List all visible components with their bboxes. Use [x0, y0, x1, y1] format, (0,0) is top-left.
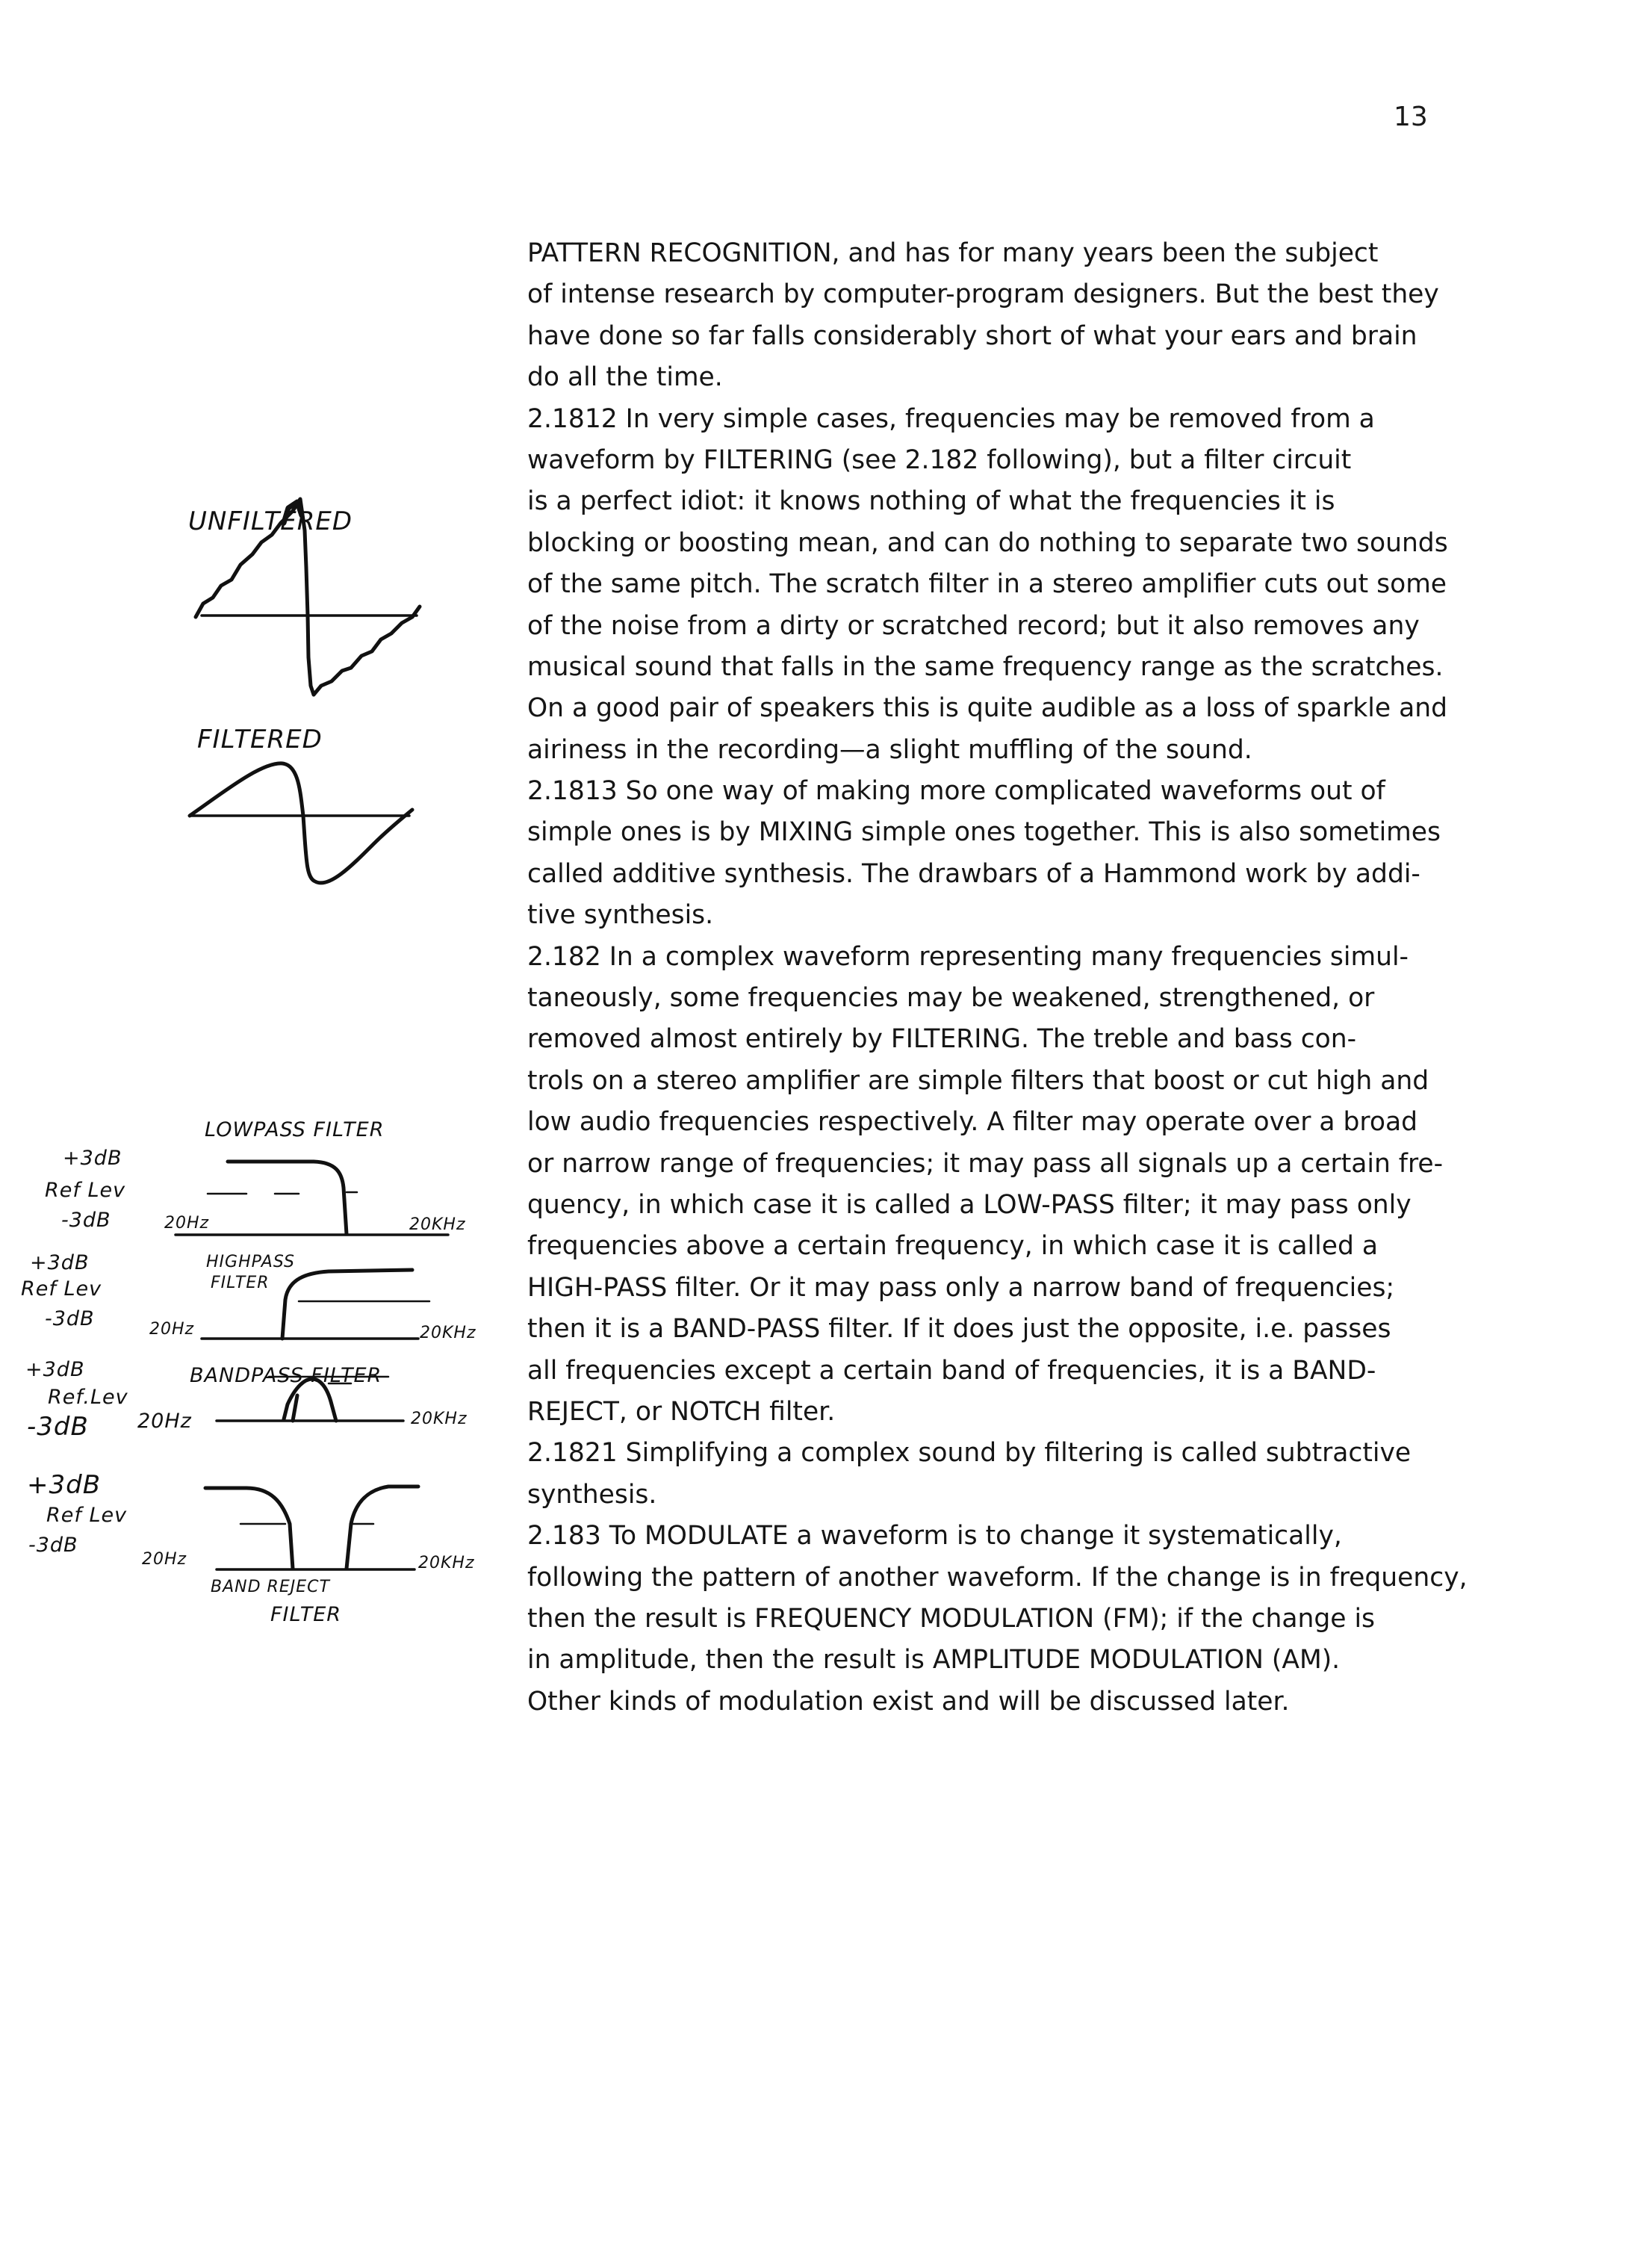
body-line: do all the time.: [527, 362, 723, 393]
body-line: Other kinds of modulation exist and will be discussed later.: [527, 1686, 1290, 1717]
body-line: following the pattern of another waveform. If the change is in frequency,: [527, 1562, 1468, 1593]
body-line: then the result is FREQUENCY MODULATION (FM); if the change is: [527, 1603, 1376, 1634]
lowpass-title: LOWPASS FILTER: [205, 1118, 385, 1141]
body-line: synthesis.: [527, 1479, 657, 1510]
bandreject-minus-label: -3dB: [28, 1534, 78, 1557]
body-line: 2.1821 Simplifying a complex sound by filtering is called subtractive: [527, 1438, 1412, 1469]
body-line: airiness in the recording—a slight muffling of the sound.: [527, 734, 1252, 765]
body-line: or narrow range of frequencies; it may pass all signals up a certain fre-: [527, 1148, 1444, 1179]
body-line: low audio frequencies respectively. A filter may operate over a broad: [527, 1107, 1417, 1138]
page-number: 13: [1394, 102, 1428, 132]
filtered-label: FILTERED: [197, 725, 323, 754]
bandreject-title-line1: BAND REJECT: [211, 1578, 330, 1596]
body-text: [527, 233, 1558, 1723]
filter-sketches: [0, 0, 523, 1718]
body-line: On a good pair of speakers this is quite audible as a loss of sparkle and: [527, 693, 1447, 724]
lowpass-low-freq: 20Hz: [164, 1214, 210, 1233]
bandreject-low-freq: 20Hz: [142, 1550, 187, 1569]
bandreject-ref-label: Ref Lev: [46, 1504, 128, 1527]
body-line: waveform by FILTERING (see 2.182 following), but a filter circuit: [527, 444, 1352, 475]
highpass-title-line1: HIGHPASS: [206, 1253, 295, 1271]
body-line: called additive synthesis. The drawbars of a Hammond work by addi-: [527, 858, 1420, 889]
bandreject-title-line2: FILTER: [270, 1603, 342, 1626]
bandpass-minus-label: -3dB: [27, 1412, 89, 1442]
highpass-high-freq: 20KHz: [420, 1324, 476, 1342]
body-line: of intense research by computer-program designers. But the best they: [527, 279, 1439, 310]
lowpass-minus-label: -3dB: [61, 1209, 111, 1232]
lowpass-high-freq: 20KHz: [409, 1215, 466, 1234]
bandpass-title: BANDPASS FILTER: [190, 1364, 382, 1387]
bandreject-curve: [205, 1487, 418, 1569]
highpass-low-freq: 20Hz: [149, 1320, 195, 1339]
body-line: of the noise from a dirty or scratched record; but it also removes any: [527, 610, 1420, 641]
body-line: blocking or boosting mean, and can do nothing to separate two sounds: [527, 527, 1448, 558]
body-line: have done so far falls considerably short of what your ears and brain: [527, 320, 1417, 351]
body-line: taneously, some frequencies may be weakened, strengthened, or: [527, 983, 1375, 1014]
body-line: simple ones is by MIXING simple ones together. This is also sometimes: [527, 817, 1441, 848]
body-line: quency, in which case it is called a LOW-PASS filter; it may pass only: [527, 1189, 1412, 1220]
body-line: musical sound that falls in the same frequency range as the scratches.: [527, 651, 1444, 682]
hand-drawn-diagrams: [0, 0, 523, 1718]
bandreject-plus-label: +3dB: [27, 1470, 102, 1500]
body-line: of the same pitch. The scratch filter in a stereo amplifier cuts out some: [527, 569, 1447, 600]
highpass-plus-label: +3dB: [30, 1251, 90, 1274]
bandpass-ref-label: Ref.Lev: [48, 1386, 128, 1409]
body-line: 2.182 In a complex waveform representing many frequencies simul-: [527, 941, 1409, 972]
lowpass-curve: [176, 1162, 448, 1235]
highpass-title-line2: FILTER: [211, 1274, 270, 1292]
bandpass-low-freq: 20Hz: [137, 1410, 192, 1433]
body-line: tive synthesis.: [527, 900, 714, 931]
body-line: is a perfect idiot: it knows nothing of what the frequencies it is: [527, 486, 1335, 517]
filtered-waveform: [190, 763, 412, 883]
body-line: REJECT, or NOTCH filter.: [527, 1396, 836, 1427]
body-line: 2.1813 So one way of making more complicated waveforms out of: [527, 776, 1385, 807]
body-line: 2.183 To MODULATE a waveform is to change it systematically,: [527, 1521, 1342, 1552]
lowpass-ref-label: Ref Lev: [45, 1179, 126, 1202]
body-line: then it is a BAND-PASS filter. If it does just the opposite, i.e. passes: [527, 1314, 1391, 1345]
body-line: HIGH-PASS filter. Or it may pass only a narrow band of frequencies;: [527, 1272, 1395, 1303]
bandpass-plus-label: +3dB: [25, 1358, 85, 1381]
body-line: removed almost entirely by FILTERING. The treble and bass con-: [527, 1024, 1357, 1055]
body-line: in amplitude, then the result is AMPLITUDE MODULATION (AM).: [527, 1645, 1341, 1676]
body-line: all frequencies except a certain band of frequencies, it is a BAND-: [527, 1355, 1376, 1386]
highpass-ref-label: Ref Lev: [21, 1277, 102, 1301]
lowpass-plus-label: +3dB: [63, 1147, 122, 1170]
body-line: trols on a stereo amplifier are simple filters that boost or cut high and: [527, 1065, 1429, 1096]
bandpass-high-freq: 20KHz: [411, 1410, 468, 1428]
body-line: frequencies above a certain frequency, in which case it is called a: [527, 1231, 1378, 1262]
body-line: 2.1812 In very simple cases, frequencies may be removed from a: [527, 403, 1375, 434]
highpass-minus-label: -3dB: [45, 1307, 95, 1330]
unfiltered-label: UNFILTERED: [188, 506, 353, 536]
bandreject-high-freq: 20KHz: [418, 1554, 475, 1572]
body-line: PATTERN RECOGNITION, and has for many years been the subject: [527, 238, 1379, 268]
